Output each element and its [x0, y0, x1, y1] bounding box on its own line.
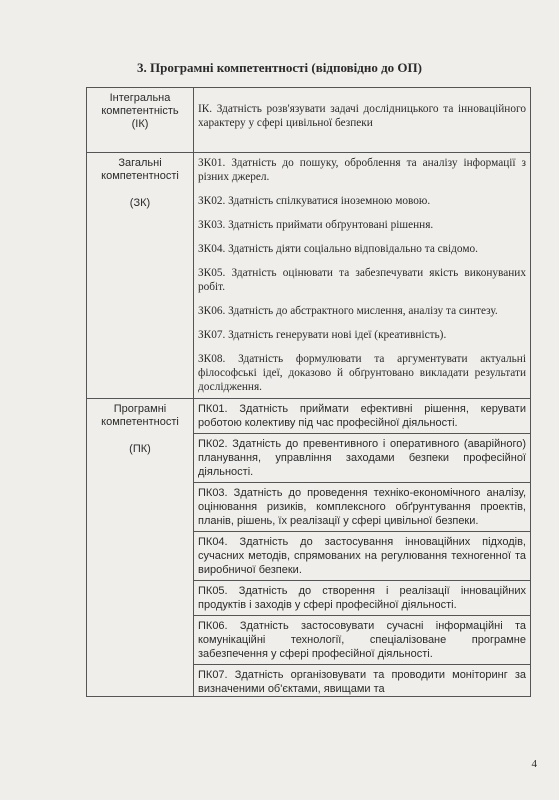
- page-number: 4: [531, 758, 537, 770]
- integral-category-cell: [87, 88, 194, 153]
- table-row-integral: [87, 88, 531, 153]
- list-item: ПК06. Здатність застосовувати сучасні інформаційні та комунікаційні технології, спеціалізоване програмне забезпечення у сфері професійної діяльності.: [194, 615, 530, 664]
- list-item: ЗК07. Здатність генерувати нові ідеї (креативність).: [198, 329, 447, 341]
- list-item: ЗК06. Здатність до абстрактного мислення, аналізу та синтезу.: [198, 305, 498, 317]
- list-item: ПК02. Здатність до превентивного і оперативного (аварійного) планування, управління заходами безпеки професійної діяльності.: [194, 433, 530, 482]
- list-item: ЗК02. Здатність спілкуватися іноземною мовою.: [198, 195, 431, 207]
- program-category-cell: [87, 399, 194, 697]
- integral-abbr: (ІК): [131, 118, 149, 130]
- list-item: ПК05. Здатність до створення і реалізації інноваційних продуктів і заходів у сфері професійної діяльності.: [194, 580, 530, 615]
- table-row-program: [87, 399, 531, 697]
- program-label: Програмні компетентності: [101, 403, 179, 428]
- list-item: ПК07. Здатність організовувати та проводити моніторинг за визначеними об'єктами, явищами та: [194, 664, 530, 696]
- integral-label: Інтегральна компетентність: [101, 92, 179, 117]
- list-item: ЗК08. Здатність формулювати та аргументувати актуальні філософські ідеї, доказово й обґрунтовано викладати результати дослідження.: [198, 353, 526, 393]
- program-items-cell: [194, 399, 531, 697]
- competencies-table: [86, 87, 531, 697]
- section-title: 3. Програмні компетентності (відповідно до ОП): [137, 60, 422, 75]
- general-label: Загальні компетентності: [101, 157, 179, 182]
- program-abbr: (ПК): [129, 443, 151, 455]
- list-item: ЗК03. Здатність приймати обґрунтовані рішення.: [198, 219, 434, 231]
- list-item: ЗК05. Здатність оцінювати та забезпечувати якість виконуваних робіт.: [198, 267, 526, 293]
- list-item: ПК03. Здатність до проведення техніко-економічного аналізу, оцінювання ризиків, комплексного обґрунтування проектів, планів, рішень, їх реалізації у сфері цивільної безпеки.: [194, 482, 530, 531]
- general-category-cell: [87, 153, 194, 399]
- general-abbr: (ЗК): [129, 197, 151, 209]
- general-items-cell: [194, 153, 531, 399]
- list-item: ПК01. Здатність приймати ефективні рішення, керувати роботою колективу під час професійної діяльності.: [198, 403, 526, 429]
- integral-item: ІК. Здатність розв'язувати задачі дослідницького та інноваційного характеру у сфері цивільної безпеки: [198, 103, 526, 129]
- list-item: ЗК04. Здатність діяти соціально відповідально та свідомо.: [198, 243, 478, 255]
- list-item: ЗК01. Здатність до пошуку, оброблення та аналізу інформації з різних джерел.: [198, 157, 526, 183]
- integral-items-cell: [194, 88, 531, 153]
- table-row-general: [87, 153, 531, 399]
- list-item: ПК04. Здатність до застосування інноваційних підходів, сучасних методів, спрямованих на регулювання техногенної та виробничої безпеки.: [194, 531, 530, 580]
